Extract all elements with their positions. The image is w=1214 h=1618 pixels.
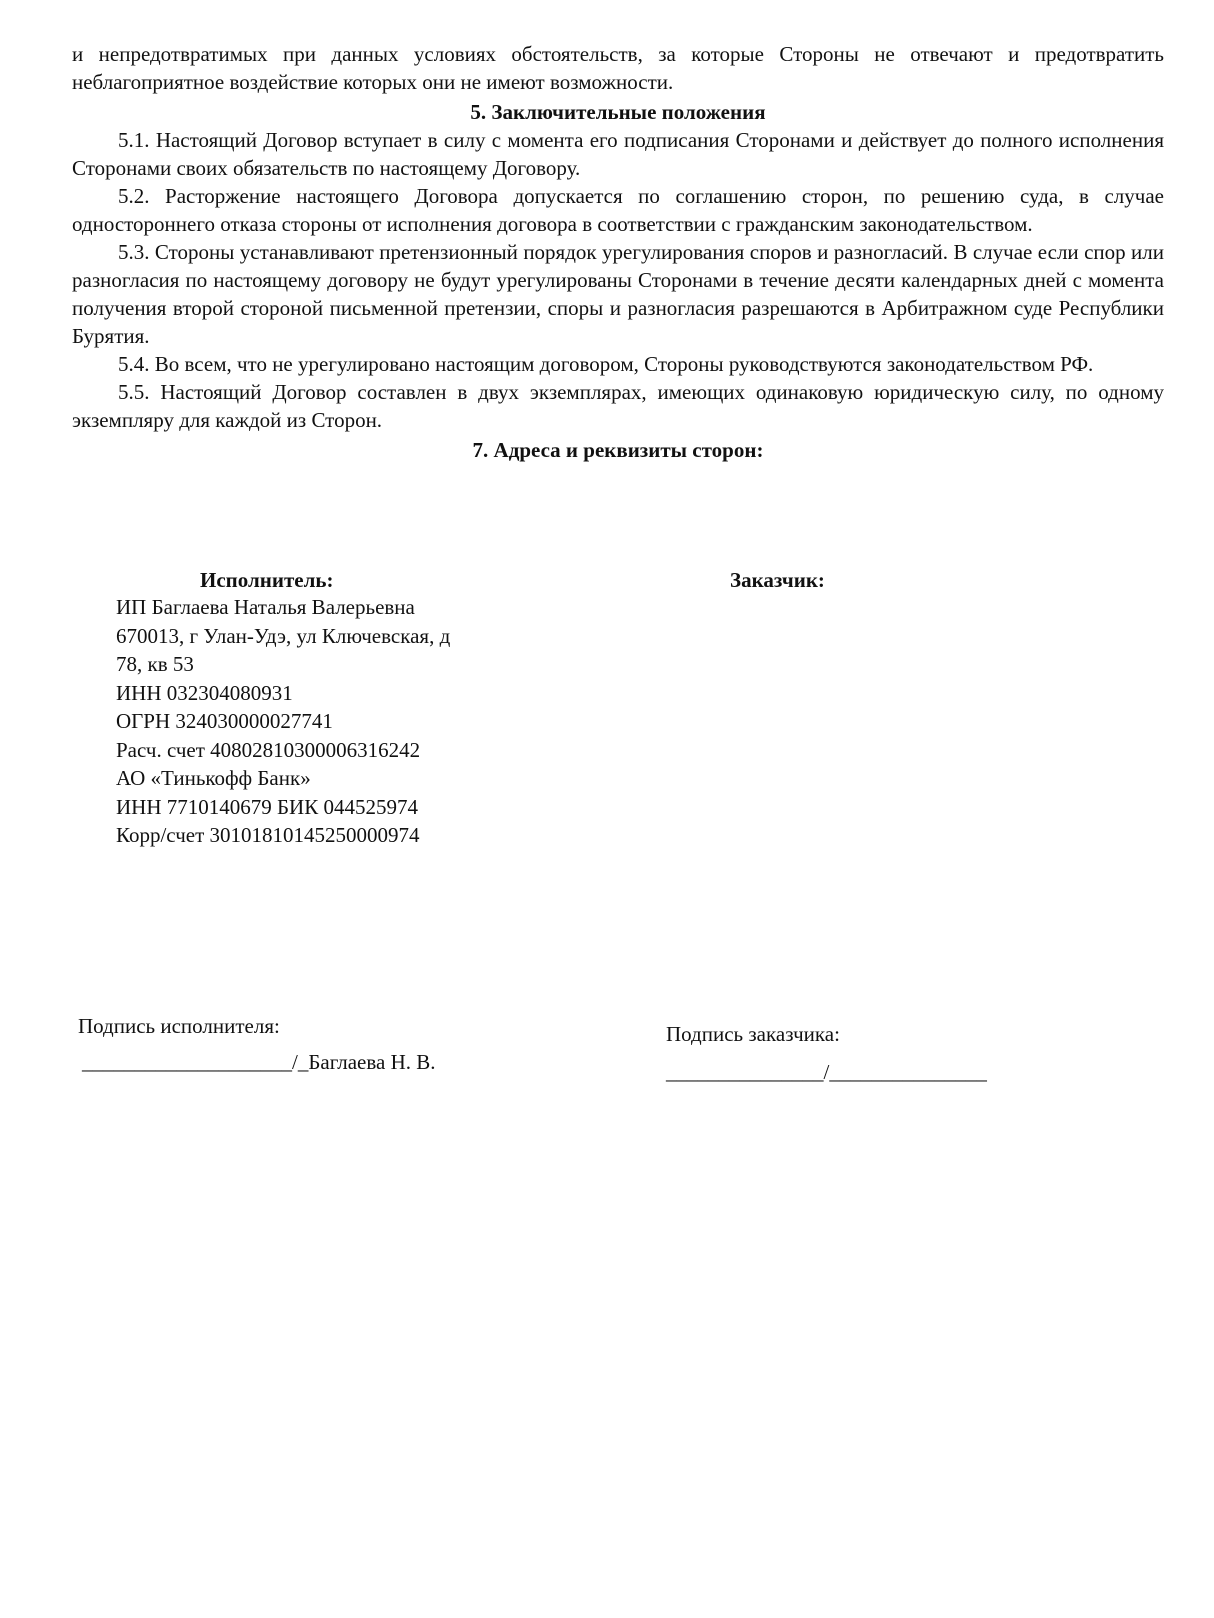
clause-5-4: 5.4. Во всем, что не урегулировано настоящим договором, Стороны руководствуются законодательством РФ.: [118, 352, 1094, 376]
executor-bank-inn-bik: ИНН 7710140679 БИК 044525974: [116, 794, 418, 819]
clause-5-3: 5.3. Стороны устанавливают претензионный порядок урегулирования споров и разногласий. В случае если спор или разногласия по настоящему договору не будут урегулированы Сторонами в течение десяти календарных дней с момента получения второй стороной письменной претензии, споры и разногласия разрешаются в Арбитражном суде Республики Бурятия.: [72, 240, 1164, 348]
executor-name: ИП Баглаева Наталья Валерьевна: [116, 595, 415, 619]
executor-details: [116, 593, 576, 850]
intro-paragraph: и непредотвратимых при данных условиях обстоятельств, за которые Стороны не отвечают и предотвратить неблагоприятное воздействие которых они не имеют возможности.: [72, 42, 1164, 94]
section-7-heading: 7. Адреса и реквизиты сторон:: [472, 438, 764, 462]
executor-signature-line: ____________________/_Баглаева Н. В.: [82, 1050, 436, 1074]
executor-ogrn: ОГРН 324030000027741: [116, 709, 333, 733]
customer-signature-label: Подпись заказчика:: [666, 1022, 840, 1046]
executor-address-line-1: 670013, г Улан-Удэ, ул Ключевская, д: [116, 623, 451, 648]
document-body: [72, 40, 1164, 464]
customer-signature-line: _______________/_______________: [666, 1060, 987, 1084]
executor-account: Расч. счет 40802810300006316242: [116, 737, 421, 762]
executor-inn: ИНН 032304080931: [116, 680, 293, 705]
clause-5-2: 5.2. Расторжение настоящего Договора допускается по соглашению сторон, по решению суда, в случае одностороннего отказа стороны от исполнения договора в соответствии с гражданским законодательством.: [72, 184, 1164, 236]
clause-5-1: 5.1. Настоящий Договор вступает в силу с момента его подписания Сторонами и действует до полного исполнения Сторонами своих обязательств по настоящему Договору.: [72, 128, 1164, 180]
parties-block: [72, 566, 1164, 866]
executor-address-line-2: 78, кв 53: [116, 652, 194, 676]
executor-title: Исполнитель:: [200, 568, 334, 592]
executor-bank: АО «Тинькофф Банк»: [116, 766, 311, 790]
executor-signature-label: Подпись исполнителя:: [78, 1014, 280, 1038]
section-5-heading: 5. Заключительные положения: [470, 100, 766, 124]
executor-corr-account: Корр/счет 30101810145250000974: [116, 823, 420, 847]
clause-5-5: 5.5. Настоящий Договор составлен в двух экземплярах, имеющих одинаковую юридическую силу, по одному экземпляру для каждой из Сторон.: [72, 380, 1164, 432]
customer-title: Заказчик:: [730, 568, 825, 592]
